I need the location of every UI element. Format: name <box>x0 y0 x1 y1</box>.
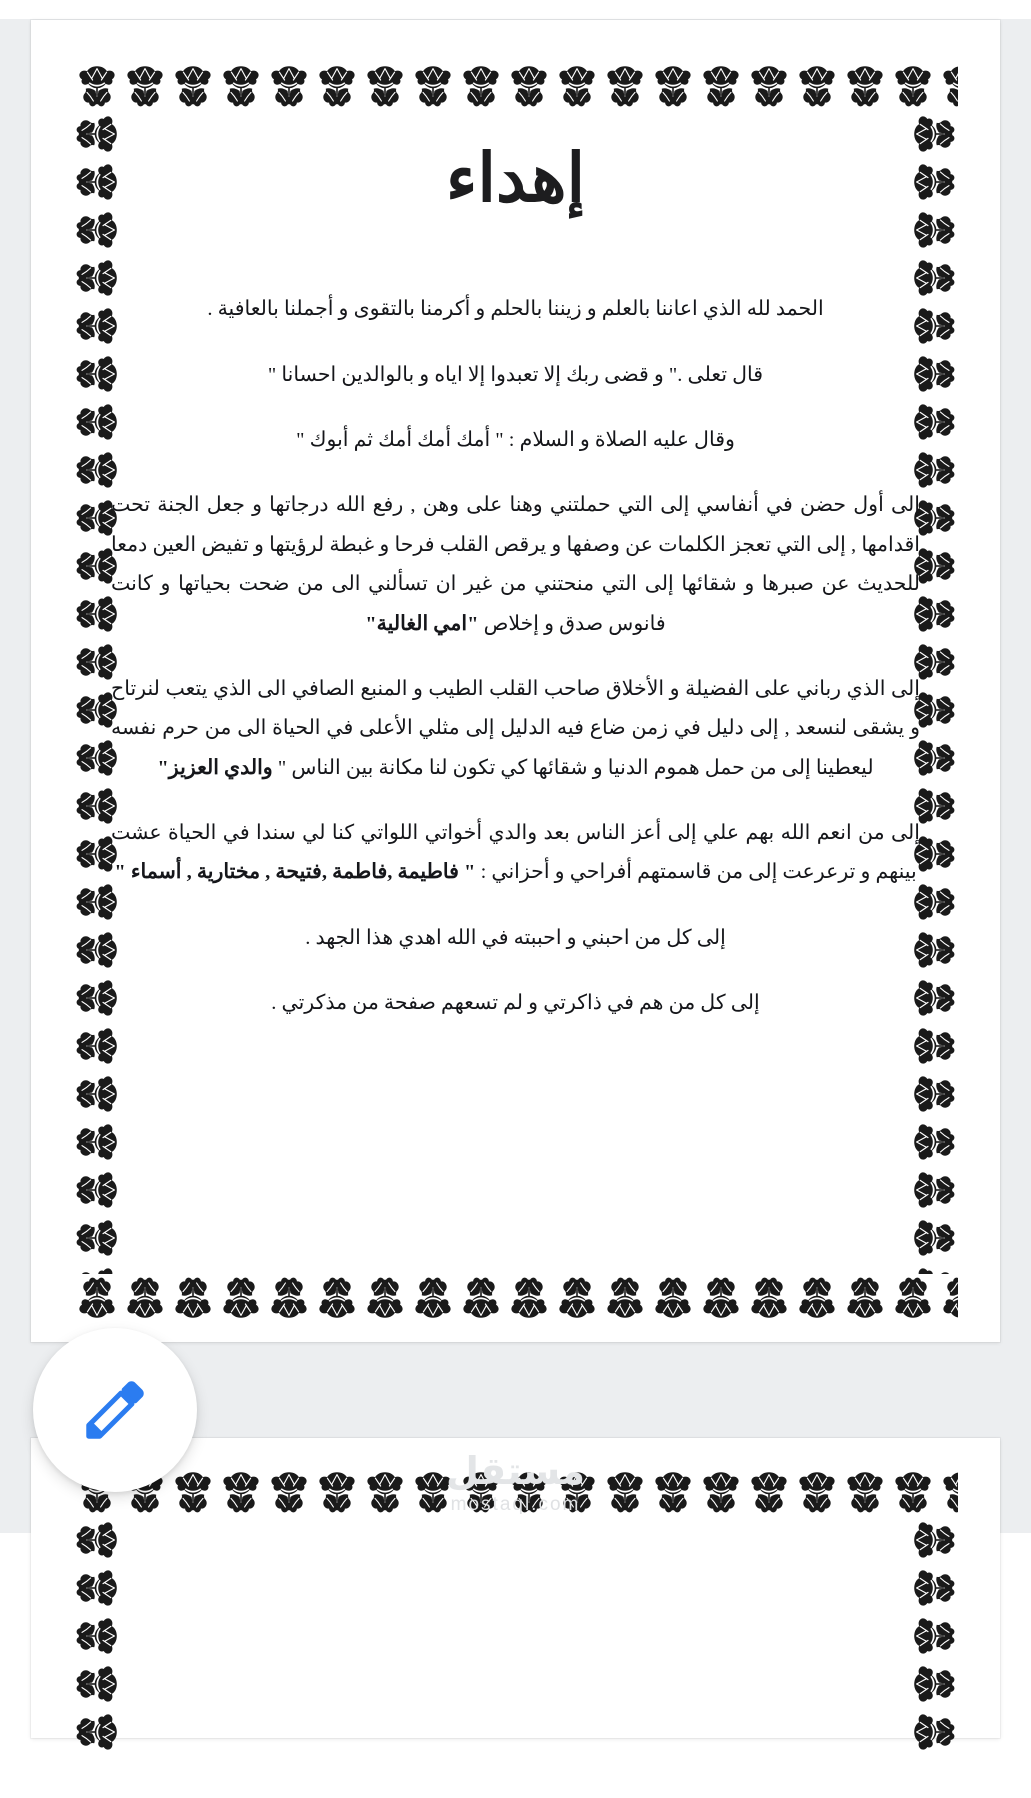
text-run: إلى كل من احبني و احببته في الله اهدي هذا الجهد . <box>305 926 726 949</box>
text-run: قال تعلى ." و قضى ربك إلا تعبدوا إلا اياه و بالوالدين احسانا " <box>267 363 764 386</box>
document-page-2 <box>31 1438 1000 1738</box>
dedication-body <box>87 290 944 1023</box>
text-run: إلى الذي رباني على الفضيلة و الأخلاق صاحب القلب الطيب و المنبع الصافي الى الذي يتعب لنرتاح و يشقى لنسعد , إلى دليل في زمن ضاع فيه الدليل إلى مثلي الأعلى في الحياة الى من حرم نفسه ليعطينا إلى من حمل هموم الدنيا و شقائها كي تكون لنا مكانة بين الناس " <box>111 677 920 779</box>
paragraph-remembered <box>111 984 920 1023</box>
floral-border-right-icon-page2 <box>910 1516 958 1750</box>
paragraph-loved-ones <box>111 919 920 958</box>
page-content <box>87 78 944 1286</box>
emphasised-run: " فاطيمة ,فاطمة ,فتيحة , مختارية , أسماء " <box>114 861 476 884</box>
pencil-icon <box>80 1375 150 1445</box>
floral-border-left-icon-page2 <box>73 1516 121 1750</box>
watermark-arabic-text: مستقل <box>446 1449 585 1493</box>
decorative-floral-frame-page2 <box>73 1468 958 1798</box>
paragraph-hadith <box>111 421 920 460</box>
paragraph-mother <box>111 486 920 643</box>
text-run: إلى من انعم الله بهم علي إلى أعز الناس بعد والدي أخواتي اللواتي كنا لي سندا في الحياة عشت بينهم و ترعرعت إلى من قاسمتهم أفراحي و أحزاني : <box>111 821 920 884</box>
text-run: وقال عليه الصلاة و السلام : " أمك أمك أمك ثم أبوك " <box>296 429 735 452</box>
paragraph-quran-verse <box>111 356 920 395</box>
viewer-top-bar <box>0 0 1031 19</box>
emphasised-run: "امي الغالية" <box>365 612 479 635</box>
page-title: إهداء <box>445 142 586 216</box>
emphasised-run: والدي العزيز" <box>157 756 273 779</box>
text-run: إلى أول حضن في أنفاسي إلى التي حملتني وهنا على وهن , رفع الله درجاتها و جعل الجنة تحت اقدامها , إلى التي تعجز الكلمات عن وصفها و يرقص القلب فرحا و غبطة لرؤيتها و تفيض العين دمعا للحديث عن صبرها و شقائها إلى التي منحتني من غير ان تسألني الى من ضحت بحياتها و كانت فانوس صدق و إخلاص <box>111 494 920 635</box>
text-run: إلى كل من هم في ذاكرتي و لم تسعهم صفحة من مذكرتي . <box>271 992 760 1015</box>
pencil-eraser-fill <box>89 1422 103 1436</box>
edit-fab-button[interactable] <box>33 1328 197 1492</box>
paragraph-praise <box>111 290 920 329</box>
watermark-domain-text: mostaql.com <box>450 1494 581 1515</box>
text-run: الحمد لله الذي اعاننا بالعلم و زيننا بالحلم و أكرمنا بالتقوى و أجملنا بالعافية . <box>207 298 824 321</box>
paragraph-father <box>111 670 920 788</box>
paragraph-sisters <box>111 814 920 893</box>
document-page-1 <box>31 20 1000 1342</box>
floral-border-top-icon-page2 <box>73 1468 958 1516</box>
